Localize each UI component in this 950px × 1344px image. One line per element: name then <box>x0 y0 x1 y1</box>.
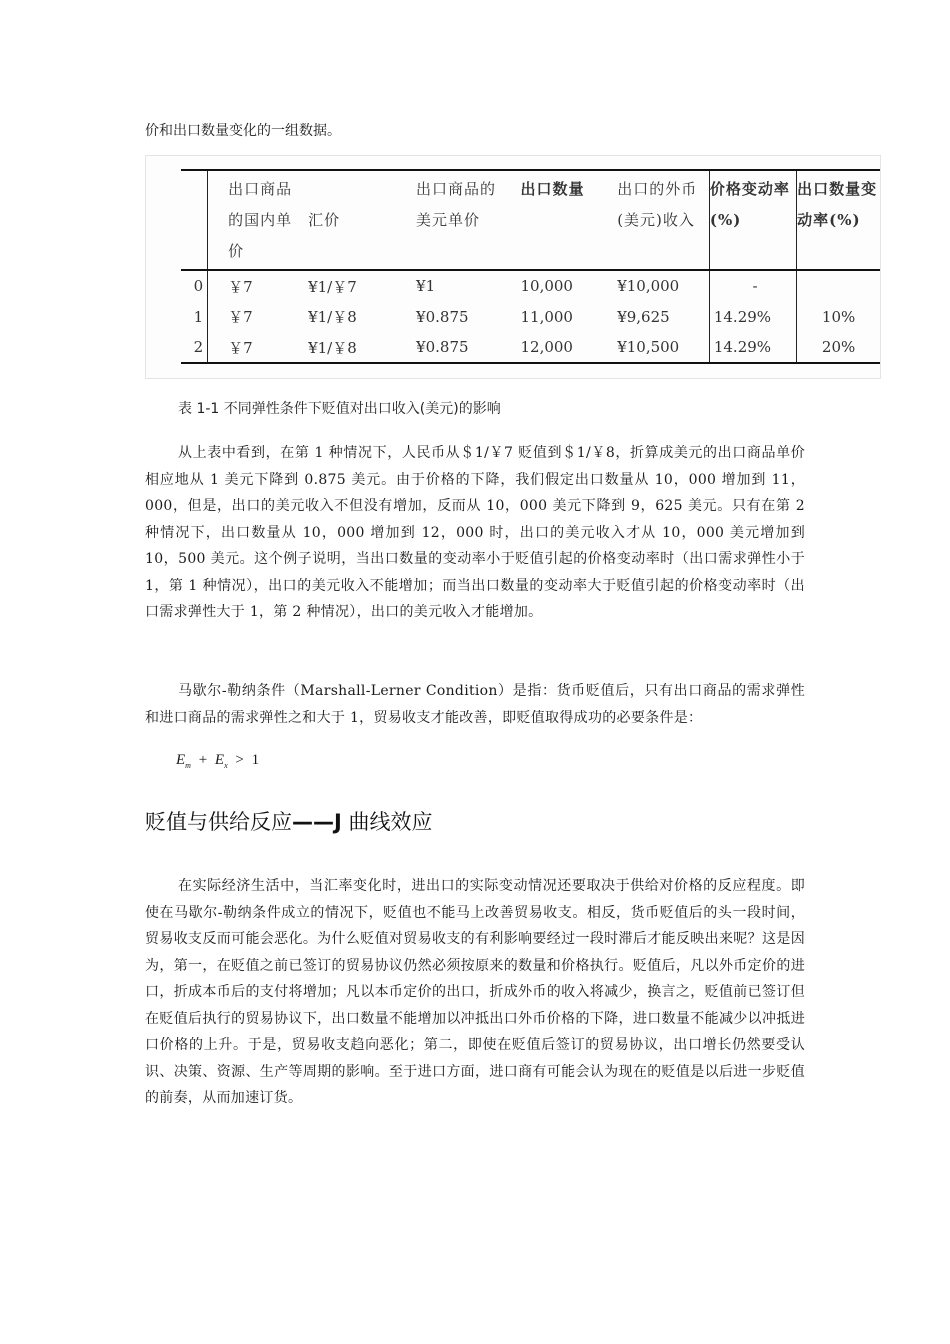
cell-fx-income: ¥9,625 <box>609 301 709 332</box>
header-fx-income: 出口的外币(美元)收入 <box>609 170 709 270</box>
heading-bold: ——J <box>292 810 342 834</box>
paragraph-j-curve: 在实际经济生活中，当汇率变化时，进出口的实际变动情况还要取决于供给对价格的反应程度。即使在马歇尔-勒纳条件成立的情况下，贬值也不能马上改善贸易收支。相反，货币贬值后的头一段时间，贸易收支反而可能会恶化。为什么贬值对贸易收支的有利影响要经过一段时滞后才能反映出来呢？这是因为，第一，在贬值之前已签订的贸易协议仍然必须按原来的数量和价格执行。贬值后，凡以外币定价的进口，折成本币后的支付将增加；凡以本币定价的出口，折成外币的收入将减少，换言之，贬值前已签订但在贬值后执行的贸易协议下，出口数量不能增加以冲抵出口外币价格的下降，进口数量不能减少以冲抵进口价格的上升。于是，贸易收支趋向恶化；第二，即使在贬值后签订的贸易协议，出口增长仍然要受认识、决策、资源、生产等周期的影响。至于进口方面，进口商有可能会认为现在的贬值是以后进一步贬值的前奏，从而加速订货。 <box>145 878 805 1106</box>
cell-domestic-price: ￥7 <box>228 308 253 326</box>
paragraph-marshall-lerner: 马歇尔-勒纳条件（Marshall-Lerner Condition）是指：货币贬值后，只有出口商品的需求弹性和进口商品的需求弹性之和大于 1，贸易收支才能改善，即贬值取得成功的必要条件是： <box>145 683 805 726</box>
header-index <box>181 170 208 270</box>
header-domestic-price: 出口商品的国内单价 <box>228 180 293 260</box>
formula-gt: > <box>235 752 244 768</box>
paragraph-example-analysis: 从上表中看到，在第 1 种情况下，人民币从＄1/￥7 贬值到＄1/￥8，折算成美元的出口商品单价相应地从 1 美元下降到 0.875 美元。由于价格的下降，我们假定出口数量从 10，000 增加到 11，000，但是，出口的美元收入不但没有增加，反而从 10，000 美元下降到 9，625 美元。只有在第 2 种情况下，出口数量从 10，000 增加到 12，000 时，出口的美元收入才从 10，000 美元增加到 10，500 美元。这个例子说明，当出口数量的变动率小于贬值引起的价格变动率时（出口需求弹性小于 1，第 1 种情况），出口的美元收入不能增加；而当出口数量的变动率大于贬值引起的价格变动率时（出口需求弹性大于 1，第 2 种情况），出口的美元收入才能增加。 <box>145 445 805 620</box>
section-heading <box>145 806 433 836</box>
cell-domestic-price: ￥7 <box>228 277 253 296</box>
intro-line: 价和出口数量变化的一组数据。 <box>145 123 341 139</box>
header-rate: 汇价 <box>308 210 341 229</box>
cell-usd-price: ¥1 <box>416 277 436 295</box>
header-quantity-change: 出口数量变动率(%) <box>797 180 878 229</box>
cell-fx-income: ¥10,500 <box>609 332 709 363</box>
table-image-frame <box>145 155 881 379</box>
formula-sub-x: x <box>224 761 228 770</box>
cell-index: 1 <box>181 301 208 332</box>
table-row <box>181 270 880 301</box>
header-quantity: 出口数量 <box>520 180 585 198</box>
header-price-change: 价格变动率(%) <box>709 170 796 270</box>
cell-usd-price: ¥0.875 <box>416 307 469 326</box>
formula-plus: + <box>198 752 208 768</box>
table-header-row <box>181 170 880 270</box>
cell-rate: ¥1/￥7 <box>308 277 357 296</box>
cell-fx-income: ¥10,000 <box>609 270 709 301</box>
formula-sub-m: m <box>185 761 191 770</box>
cell-index: 2 <box>181 332 208 363</box>
table-row <box>181 301 880 332</box>
cell-quantity: 12,000 <box>520 338 573 356</box>
cell-domestic-price: ￥7 <box>228 338 253 357</box>
formula-em: E <box>176 752 186 768</box>
cell-quantity: 11,000 <box>520 307 573 326</box>
heading-main: 贬值与供给反应 <box>145 810 292 834</box>
cell-quantity-change: 20% <box>821 338 856 356</box>
marshall-lerner-formula <box>176 752 259 770</box>
cell-quantity-change: 10% <box>821 307 856 326</box>
header-usd-price: 出口商品的美元单价 <box>416 180 497 229</box>
cell-rate: ¥1/￥8 <box>308 338 357 357</box>
table-caption: 表 1-1 不同弹性条件下贬值对出口收入(美元)的影响 <box>178 401 501 417</box>
formula-ex: E <box>214 752 225 768</box>
cell-price-change: 14.29% <box>709 301 796 332</box>
cell-quantity: 10,000 <box>520 277 573 295</box>
cell-quantity-change <box>797 270 880 301</box>
elasticity-table <box>181 169 880 364</box>
formula-one: 1 <box>251 752 260 768</box>
cell-usd-price: ¥0.875 <box>416 338 469 356</box>
cell-rate: ¥1/￥8 <box>308 308 357 326</box>
cell-price-change: - <box>709 270 796 301</box>
heading-tail: 曲线效应 <box>341 810 433 834</box>
cell-price-change: 14.29% <box>709 332 796 363</box>
table-row <box>181 332 880 363</box>
cell-index: 0 <box>181 270 208 301</box>
